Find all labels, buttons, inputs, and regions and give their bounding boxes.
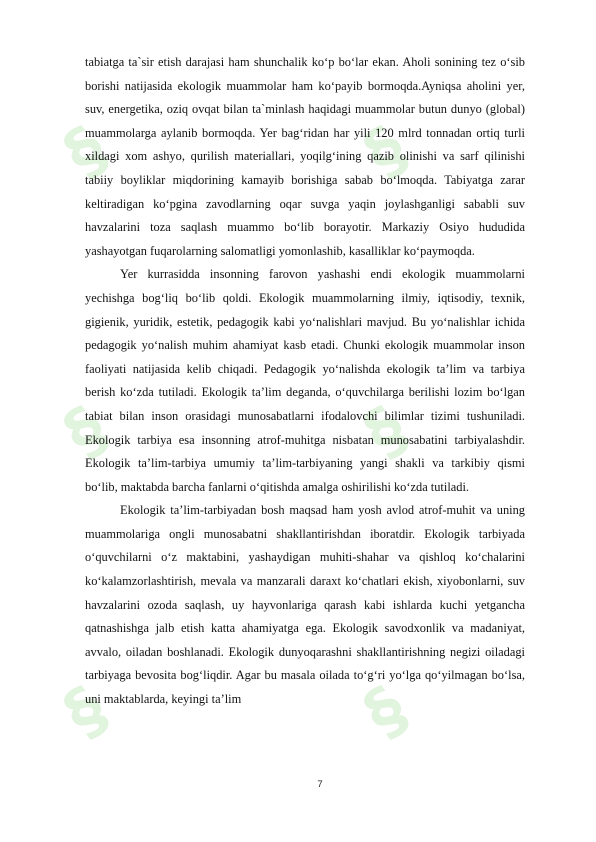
watermark-mark: §: [51, 672, 121, 752]
watermark-mark: §: [351, 112, 421, 192]
paragraph-ecological-problems: Yer kurrasidda insonning farovon yashashi endi ekologik muammolarni yechishga bog‘liq bo‘lib qoldi. Ekologik muammolarning ilmiy, iqtisodiy, texnik, gigienik, yuridik, estetik, pedagogik kabi yo‘nalishlari mavjud. Bu yo‘nalishlar ichida pedagogik yo‘nalish muhim ahamiyat kasb etadi. Chunki ekologik muammolar inson faoliyati natijasida kelib chiqadi. Pedagogik yo‘nalishda ekologik ta’lim va tarbiya berish ko‘zda tutiladi. Ekologik ta’lim deganda, o‘quvchilarga berilishi lozim bo‘lgan tabiat bilan inson orasidagi munosabatlarni ifodalovchi bilimlar tizimi tushuniladi. Ekologik tarbiya esa insonning atrof-muhitga nisbatan munosabatini tarbiyalashdir. Ekologik ta’lim-tarbiya umumiy ta’lim-tarbiyaning yangi shakli va tarkibiy qismi bo‘lib, maktabda barcha fanlarni o‘qitishda amalga oshirilishi ko‘zda tutiladi.: [85, 267, 525, 494]
paragraph-ecological-education-goal: Ekologik ta’lim-tarbiyadan bosh maqsad ham yosh avlod atrof-muhit va uning muammolariga ongli munosabatni shakllantirishdan iboratdir. Ekologik tarbiyada o‘quvchilarni o‘z maktabini, yashaydigan muhiti-shahar va qishloq ko‘chalarini ko‘kalamzorlashtirish, mevala va manzarali daraxt ko‘chatlari ekish, xiyobonlarni, suv havzalarini ozoda saqlash, uy hayvonlariga qarash kabi ishlarda kuchi yetgancha qatnashishga jalb etish katta ahamiyatga ega. Ekologik savodxonlik va madaniyat, avvalo, oiladan boshlanadi. Ekologik dunyoqarashni shakllantirishning negizi oiladagi tarbiyaga bevosita bog‘liqdir. Agar bu masala oilada to‘g‘ri yo‘lga qo‘yilmagan bo‘lsa, uni maktablarda, keyingi ta’lim: [85, 503, 525, 707]
page-number: 7: [317, 779, 323, 790]
watermark-mark: §: [51, 112, 121, 192]
watermark-mark: §: [351, 672, 421, 752]
watermark-mark: §: [51, 392, 121, 472]
watermark-mark: §: [351, 392, 421, 472]
paragraph-continuation: tabiatga ta`sir etish darajasi ham shunchalik ko‘p bo‘lar ekan. Aholi sonining tez o‘sib borishi natijasida ekologik muammolar ham ko‘payib bormoqda.Ayniqsa aholini yer, suv, energetika, oziq ovqat bilan ta`minlash haqidagi muammolar butun dunyo (global) muammolarga aylanib bormoqda. Yer bag‘ridan har yili 120 mlrd tonnadan ortiq turli xildagi xom ashyo, qurilish materiallari, yoqilg‘ining qazib olinishi va sarf qilinishi tabiiy boyliklar miqdorining kamayib borishiga sabab bo‘lmoqda. Tabiyatga zarar keltiradigan ko‘pgina zavodlarning oqar suvga yaqin joylashganligi sababli suv havzalarini toza saqlash muammo bo‘lib borayotir. Markaziy Osiyo hududida yashayotgan fuqarolarning salomatligi yomonlashib, kasalliklar ko‘paymoqda.: [85, 55, 525, 258]
document-body: [85, 51, 525, 712]
